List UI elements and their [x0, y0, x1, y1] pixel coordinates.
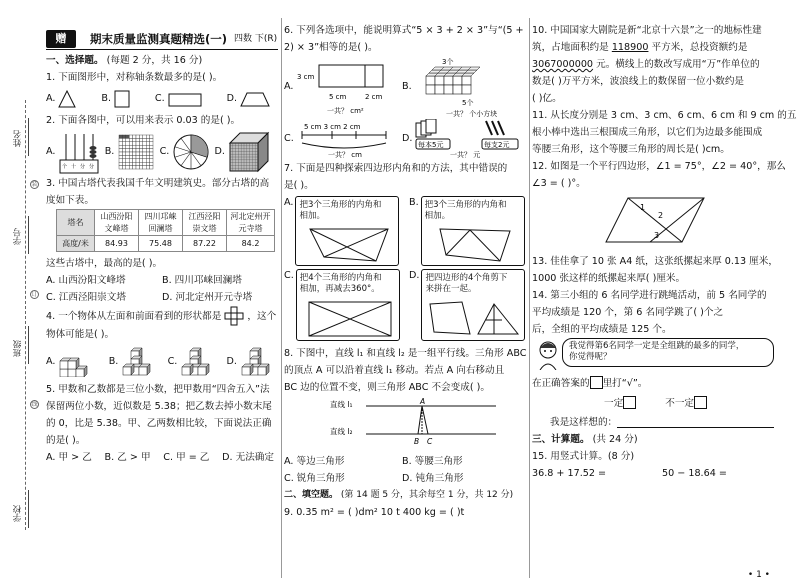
q2-option-b-label: B.: [104, 146, 115, 158]
table-header-cell: 四川邛崃回澜塔: [139, 210, 183, 236]
q6-option-c-label: C.: [284, 133, 294, 145]
q4-text-1-tail: ，这个: [247, 311, 277, 323]
table-header-cell: 山西汾阳文峰塔: [95, 210, 139, 236]
q2-option-b[interactable]: [105, 133, 156, 171]
price-label: 每支2元: [484, 141, 510, 149]
section-2-heading: [284, 487, 528, 504]
subject-label: 四数 下(R): [234, 34, 278, 44]
column-divider: [529, 18, 530, 578]
binding-hole: 装: [31, 181, 38, 188]
cube-block-figure: [412, 56, 522, 118]
q12-line-2: ∠3 = ( )°。: [532, 178, 586, 189]
q4-line-1: [46, 306, 278, 326]
dim-label: 5 cm 3 cm 2 cm: [303, 123, 361, 131]
quad-figure: [426, 225, 522, 263]
q14-check-instruction: [532, 374, 780, 394]
q1-option-c[interactable]: [155, 91, 202, 107]
name-label: 姓名: [13, 130, 23, 147]
check-box-sample: [590, 376, 603, 389]
q13-line-1: 13. 佳佳拿了 10 张 A4 纸，这张纸摞起来厚 0.13 厘米，: [532, 255, 778, 267]
abacus-figure: [58, 130, 100, 174]
q2-option-d[interactable]: [215, 131, 270, 173]
method-text: 把四边形的4个角剪下 来拼在一起。: [425, 273, 508, 295]
angle-label: 2: [658, 211, 664, 220]
q10-line-2a: 筑，占地面积约是: [532, 42, 612, 53]
school-line[interactable]: [28, 490, 29, 528]
books-pens-figure: [412, 119, 524, 159]
abacus-label: 个: [62, 164, 68, 170]
angle-cut-figure: [426, 298, 522, 338]
cube-figure: [228, 131, 270, 173]
gift-badge: 赠: [46, 30, 76, 48]
q1-text: 1. 下面图形中，对称轴条数最多的是( )。: [46, 72, 223, 83]
q8-line-3: BC 边的位置不变，则三角形 ABC 不会变成( )。: [284, 382, 490, 393]
method-text: 把4个三角形的内角和 相加，再减去360°。: [299, 273, 382, 295]
tower-height-table: [56, 209, 275, 252]
q10-line-5: ( )亿。: [532, 93, 562, 104]
area-value: 118900: [611, 42, 649, 53]
q7-option-b-label: B.: [409, 197, 419, 208]
q3-text-2: 度如下表。: [46, 195, 94, 206]
pie-figure: [172, 133, 210, 171]
angle-label: 3: [654, 231, 660, 240]
section-3-points: (共 24 分): [592, 433, 638, 445]
table-cell: 84.93: [95, 236, 139, 252]
line-label: 直线 l₁: [330, 400, 353, 409]
q10-line-4: 数是( )万平方米，波浪线上的数保留一位小数约是: [532, 76, 745, 87]
q5-line-2: 保留两位小数，近似数是 5.38；把乙数去掉小数末尾: [46, 401, 272, 413]
exam-title: 期末质量监测真题精选(一): [90, 32, 228, 46]
q8-options-row2: [284, 470, 528, 487]
q6-option-a-label: A.: [284, 81, 294, 93]
q4-option-a[interactable]: [46, 347, 92, 377]
line-label: 直线 l₂: [330, 427, 353, 436]
cube-stack-figure: [240, 345, 270, 379]
q7-option-d[interactable]: [409, 269, 528, 341]
segment-figure: [294, 119, 394, 159]
q13-line-2: 1000 张这样的纸摞起来厚( )厘米。: [532, 272, 686, 284]
abacus-label: 十: [71, 164, 77, 170]
q6-option-b[interactable]: [402, 56, 522, 118]
q14-line-2: 平均成绩是 120 个，第 6 名同学跳了( )个之: [532, 306, 724, 318]
table-header-cell: 塔名: [57, 210, 95, 236]
column-divider: [281, 18, 282, 578]
q3-text-1: 3. 中国古塔代表我国千年文明建筑史。部分古塔的高: [46, 178, 270, 189]
method-text: 把3个三角形的内角和 相加。: [299, 200, 382, 222]
dim-label: 3个: [441, 58, 454, 66]
class-label: 班级: [13, 340, 23, 357]
trapezoid-shape: [240, 91, 270, 107]
class-line[interactable]: [28, 326, 29, 364]
header-rule: [46, 49, 278, 50]
section-2-points: (第 14 题 5 分，其余每空 1 分，共 12 分): [340, 489, 514, 500]
q10-line-2: [532, 39, 780, 56]
q4-options: [46, 343, 278, 381]
q4-option-b-label: B.: [108, 356, 119, 368]
q14-reason: [532, 414, 780, 431]
angle-label: 1: [640, 203, 646, 212]
section-1-title: 一、选择题。: [46, 55, 104, 66]
q8-option-d[interactable]: D. 钝角三角形: [402, 472, 464, 484]
investment-value: 3067000000: [532, 59, 594, 70]
q7-option-c-label: C.: [284, 270, 294, 281]
q4-text-1: 4. 一个物体从左面和前面看到的形状都是: [46, 311, 222, 323]
binding-hole: 订: [31, 291, 38, 298]
q5-option-c[interactable]: C. 甲 = 乙: [163, 452, 210, 464]
table-cell: 87.22: [183, 236, 227, 252]
q7-option-a[interactable]: [284, 196, 403, 266]
q1-option-d[interactable]: [227, 91, 270, 107]
section-3-heading: [532, 431, 780, 448]
q8-line-1: 8. 下图中，直线 l₁ 和直线 l₂ 是一组平行线。三角形 ABC: [284, 348, 527, 359]
q3-options-row1: [46, 272, 278, 289]
q5-options: [46, 449, 278, 466]
q1-options: [46, 86, 278, 112]
q2-option-c[interactable]: [160, 133, 211, 171]
dim-label: 5个: [461, 99, 474, 107]
abacus-label: 分: [89, 164, 95, 170]
method-text: 把3个三角形的内角和 相加。: [424, 200, 507, 222]
q14-line-1: 14. 第三小组的 6 名同学进行跳绳活动，前 5 名同学的: [532, 289, 767, 301]
expression-1: 36.8 + 17.52 =: [532, 467, 607, 479]
q3-options-row2: [46, 289, 278, 306]
q1-option-a[interactable]: [46, 90, 76, 108]
choice-no-label: 不一定: [665, 397, 695, 409]
q12-line-1: 12. 如图是一个平行四边形，∠1 = 75°，∠2 = 40°，那么: [532, 161, 786, 172]
method-box: [295, 196, 399, 266]
q6-option-d-label: D.: [402, 133, 413, 145]
reason-answer-line[interactable]: [617, 416, 774, 428]
q7-line-1: 7. 下面是四种探索四边形内角和的方法，其中错误的: [284, 163, 508, 174]
q5-option-d[interactable]: D. 无法确定: [222, 452, 274, 464]
q14-line-3: 后，全组的平均成绩是 125 个。: [532, 323, 672, 335]
dim-caption: 一共？ cm²: [327, 107, 365, 115]
q14-dialog: [532, 338, 780, 372]
q1-option-b-label: B.: [101, 93, 111, 105]
q7-option-b[interactable]: [409, 196, 528, 266]
q4-option-d[interactable]: [227, 345, 270, 379]
q8-option-b[interactable]: B. 等腰三角形: [402, 455, 463, 467]
q3-option-c[interactable]: C. 江西泾阳崇文塔: [46, 292, 126, 304]
id-line[interactable]: [28, 216, 29, 254]
q2-option-a-label: A.: [46, 146, 56, 158]
point-label: B: [414, 437, 420, 446]
price-label: 每本5元: [418, 141, 444, 149]
rectangle-area-figure: [293, 57, 393, 117]
parallelogram-figure: [532, 192, 772, 248]
q11-line-2: 根小棒中选出三根围成三角形，以它们为边最多能围成: [532, 127, 763, 138]
table-row: [57, 210, 275, 236]
q6-option-a[interactable]: [284, 56, 402, 118]
cube-stack-figure: [180, 345, 210, 379]
q4-option-c[interactable]: [168, 345, 211, 379]
binding-hole: 线: [31, 401, 38, 408]
q2-option-c-label: C.: [159, 146, 170, 158]
q2-options: [46, 129, 278, 175]
q5-line-1: 5. 甲数和乙数都是三位小数，把甲数用“四舍五入”法: [46, 384, 270, 396]
q4-text-2: 物体可能是( )。: [46, 329, 115, 341]
table-row: [57, 236, 275, 252]
q8-options-row1: [284, 453, 528, 470]
q4-option-a-label: A.: [46, 356, 56, 368]
cut-line: [25, 100, 26, 530]
dim-caption: 一共？ cm: [327, 151, 362, 159]
q5-option-b[interactable]: B. 乙 > 甲: [104, 452, 151, 464]
method-box: [296, 269, 400, 341]
point-label: A: [420, 397, 426, 406]
q11-line-1: 11. 从长度分别是 3 cm、3 cm、6 cm、6 cm 和 9 cm 的五: [532, 110, 797, 121]
column-1: [46, 52, 278, 466]
q10-line-3: [532, 56, 780, 73]
column-3: [532, 22, 797, 482]
table-cell: 84.2: [227, 236, 275, 252]
q6-line-2: 2) × 3”相等的是( )。: [284, 42, 378, 53]
q6-option-d[interactable]: [402, 118, 524, 160]
parallel-lines-figure: [284, 396, 524, 448]
table-header-cell: 江西泾阳崇文塔: [183, 210, 227, 236]
expression-2: 50 − 18.64 =: [662, 467, 727, 479]
q7-option-d-label: D.: [409, 270, 420, 281]
q11-line-3: 等腰三角形，这个等腰三角形的周长是( )cm。: [532, 144, 730, 155]
speech-bubble: 我觉得第6名同学一定是全组跳的最多的同学， 你觉得呢？: [562, 338, 774, 367]
method-box: [421, 269, 525, 341]
q1-option-c-label: C.: [154, 93, 165, 105]
q7-options: [284, 196, 528, 341]
q10-line-2b: 平方米，总投资额约是: [648, 42, 748, 53]
q4-option-b[interactable]: [109, 345, 152, 379]
q9-text: 9. 0.35 m² = ( )dm² 10 t 400 kg = ( )t: [284, 506, 465, 518]
name-line[interactable]: [28, 118, 29, 156]
dim-caption: 一共？ 元: [450, 151, 481, 159]
cube-stack-figure: [121, 345, 151, 379]
dim-label: 2 cm: [365, 93, 383, 101]
dim-caption: 一共？ 个小方块: [445, 110, 497, 118]
cube-stack-figure: [58, 347, 92, 377]
table-header-cell: 河北定州开元寺塔: [227, 210, 275, 236]
q1-option-b[interactable]: [101, 90, 130, 108]
q7-option-c[interactable]: [284, 269, 403, 341]
reason-label: 我是这样想的：: [550, 416, 618, 428]
page-number: • 1 •: [747, 569, 770, 580]
q2-text: 2. 下面各图中，可以用来表示 0.03 的是( )。: [46, 115, 241, 126]
q8-line-2: 的顶点 A 可以沿着直线 l₁ 移动。若点 A 向右移动且: [284, 365, 505, 376]
abacus-label: 分: [80, 164, 86, 170]
table-cell: 75.48: [139, 236, 183, 252]
q5-line-4: 的是( )。: [46, 435, 86, 447]
view-shape-icon: [224, 306, 244, 326]
q5-option-a[interactable]: A. 甲 > 乙: [46, 452, 92, 464]
q15-text: 15. 用竖式计算。(8 分): [532, 450, 635, 462]
choice-yes-checkbox[interactable]: [623, 396, 636, 409]
check-text-1: 在正确答案的: [532, 377, 590, 389]
q14-choices: [532, 394, 780, 414]
column-2: [284, 22, 528, 521]
q8-option-a[interactable]: A. 等边三角形: [284, 455, 345, 467]
rectangle-shape: [168, 91, 202, 107]
q2-option-a[interactable]: [46, 130, 100, 174]
q1-option-d-label: D.: [226, 93, 237, 105]
quad-figure: [300, 225, 396, 263]
q10-line-1: 10. 中国国家大剧院是新“北京十六景”之一的地标性建: [532, 25, 762, 36]
q1-option-a-label: A.: [46, 93, 56, 105]
q15-expressions: [532, 465, 780, 482]
method-box: [421, 196, 525, 266]
check-text-2: 里打“√”。: [602, 377, 648, 389]
q3-option-b[interactable]: B. 四川邛崃回澜塔: [162, 275, 242, 287]
point-label: C: [427, 437, 433, 446]
q6-option-c[interactable]: [284, 118, 402, 160]
q10-line-3b: 元。横线上的数改写成用“万”作单位的: [593, 59, 760, 70]
section-1-heading: [46, 52, 278, 69]
q2-option-d-label: D.: [214, 146, 225, 158]
hundred-grid-figure: [117, 133, 155, 171]
q4-option-c-label: C.: [167, 356, 178, 368]
q7-option-a-label: A.: [284, 197, 294, 208]
section-1-points: (每题 2 分，共 16 分): [106, 55, 203, 66]
q6-option-b-label: B.: [402, 81, 412, 93]
square-shape: [114, 90, 130, 108]
q6-line-1: 6. 下列各选项中，能说明算式“5 × 3 + 2 × 3”与“(5 +: [284, 25, 524, 36]
q5-line-3: 的 0，比是 5.38。甲、乙两数相比较，下面说法正确: [46, 418, 272, 430]
q3-option-a[interactable]: A. 山西汾阳文峰塔: [46, 275, 126, 287]
q6-row-2: [284, 118, 528, 160]
triangle-shape: [58, 90, 76, 108]
student-avatar-icon: [536, 340, 560, 370]
choice-yes-label: 一定: [604, 397, 624, 409]
q7-line-2: 是( )。: [284, 180, 314, 191]
student-id-label: 学号: [13, 228, 23, 245]
q3-option-d[interactable]: D. 河北定州开元寺塔: [162, 292, 253, 304]
dim-label: 3 cm: [297, 73, 315, 81]
quad-figure: [301, 298, 397, 338]
table-row-label: 高度/米: [57, 236, 95, 252]
exam-header: [46, 30, 278, 48]
choice-no-checkbox[interactable]: [694, 396, 707, 409]
section-3-title: 三、计算题。: [532, 433, 590, 445]
q4-option-d-label: D.: [226, 356, 237, 368]
school-label: 学校: [13, 505, 23, 522]
q3-question: 这些古塔中，最高的是( )。: [46, 258, 163, 270]
q8-option-c[interactable]: C. 锐角三角形: [284, 472, 345, 484]
q6-row-1: [284, 56, 528, 118]
section-2-title: 二、填空题。: [284, 489, 339, 500]
dim-label: 5 cm: [329, 93, 347, 101]
binding-margin: [0, 0, 40, 588]
